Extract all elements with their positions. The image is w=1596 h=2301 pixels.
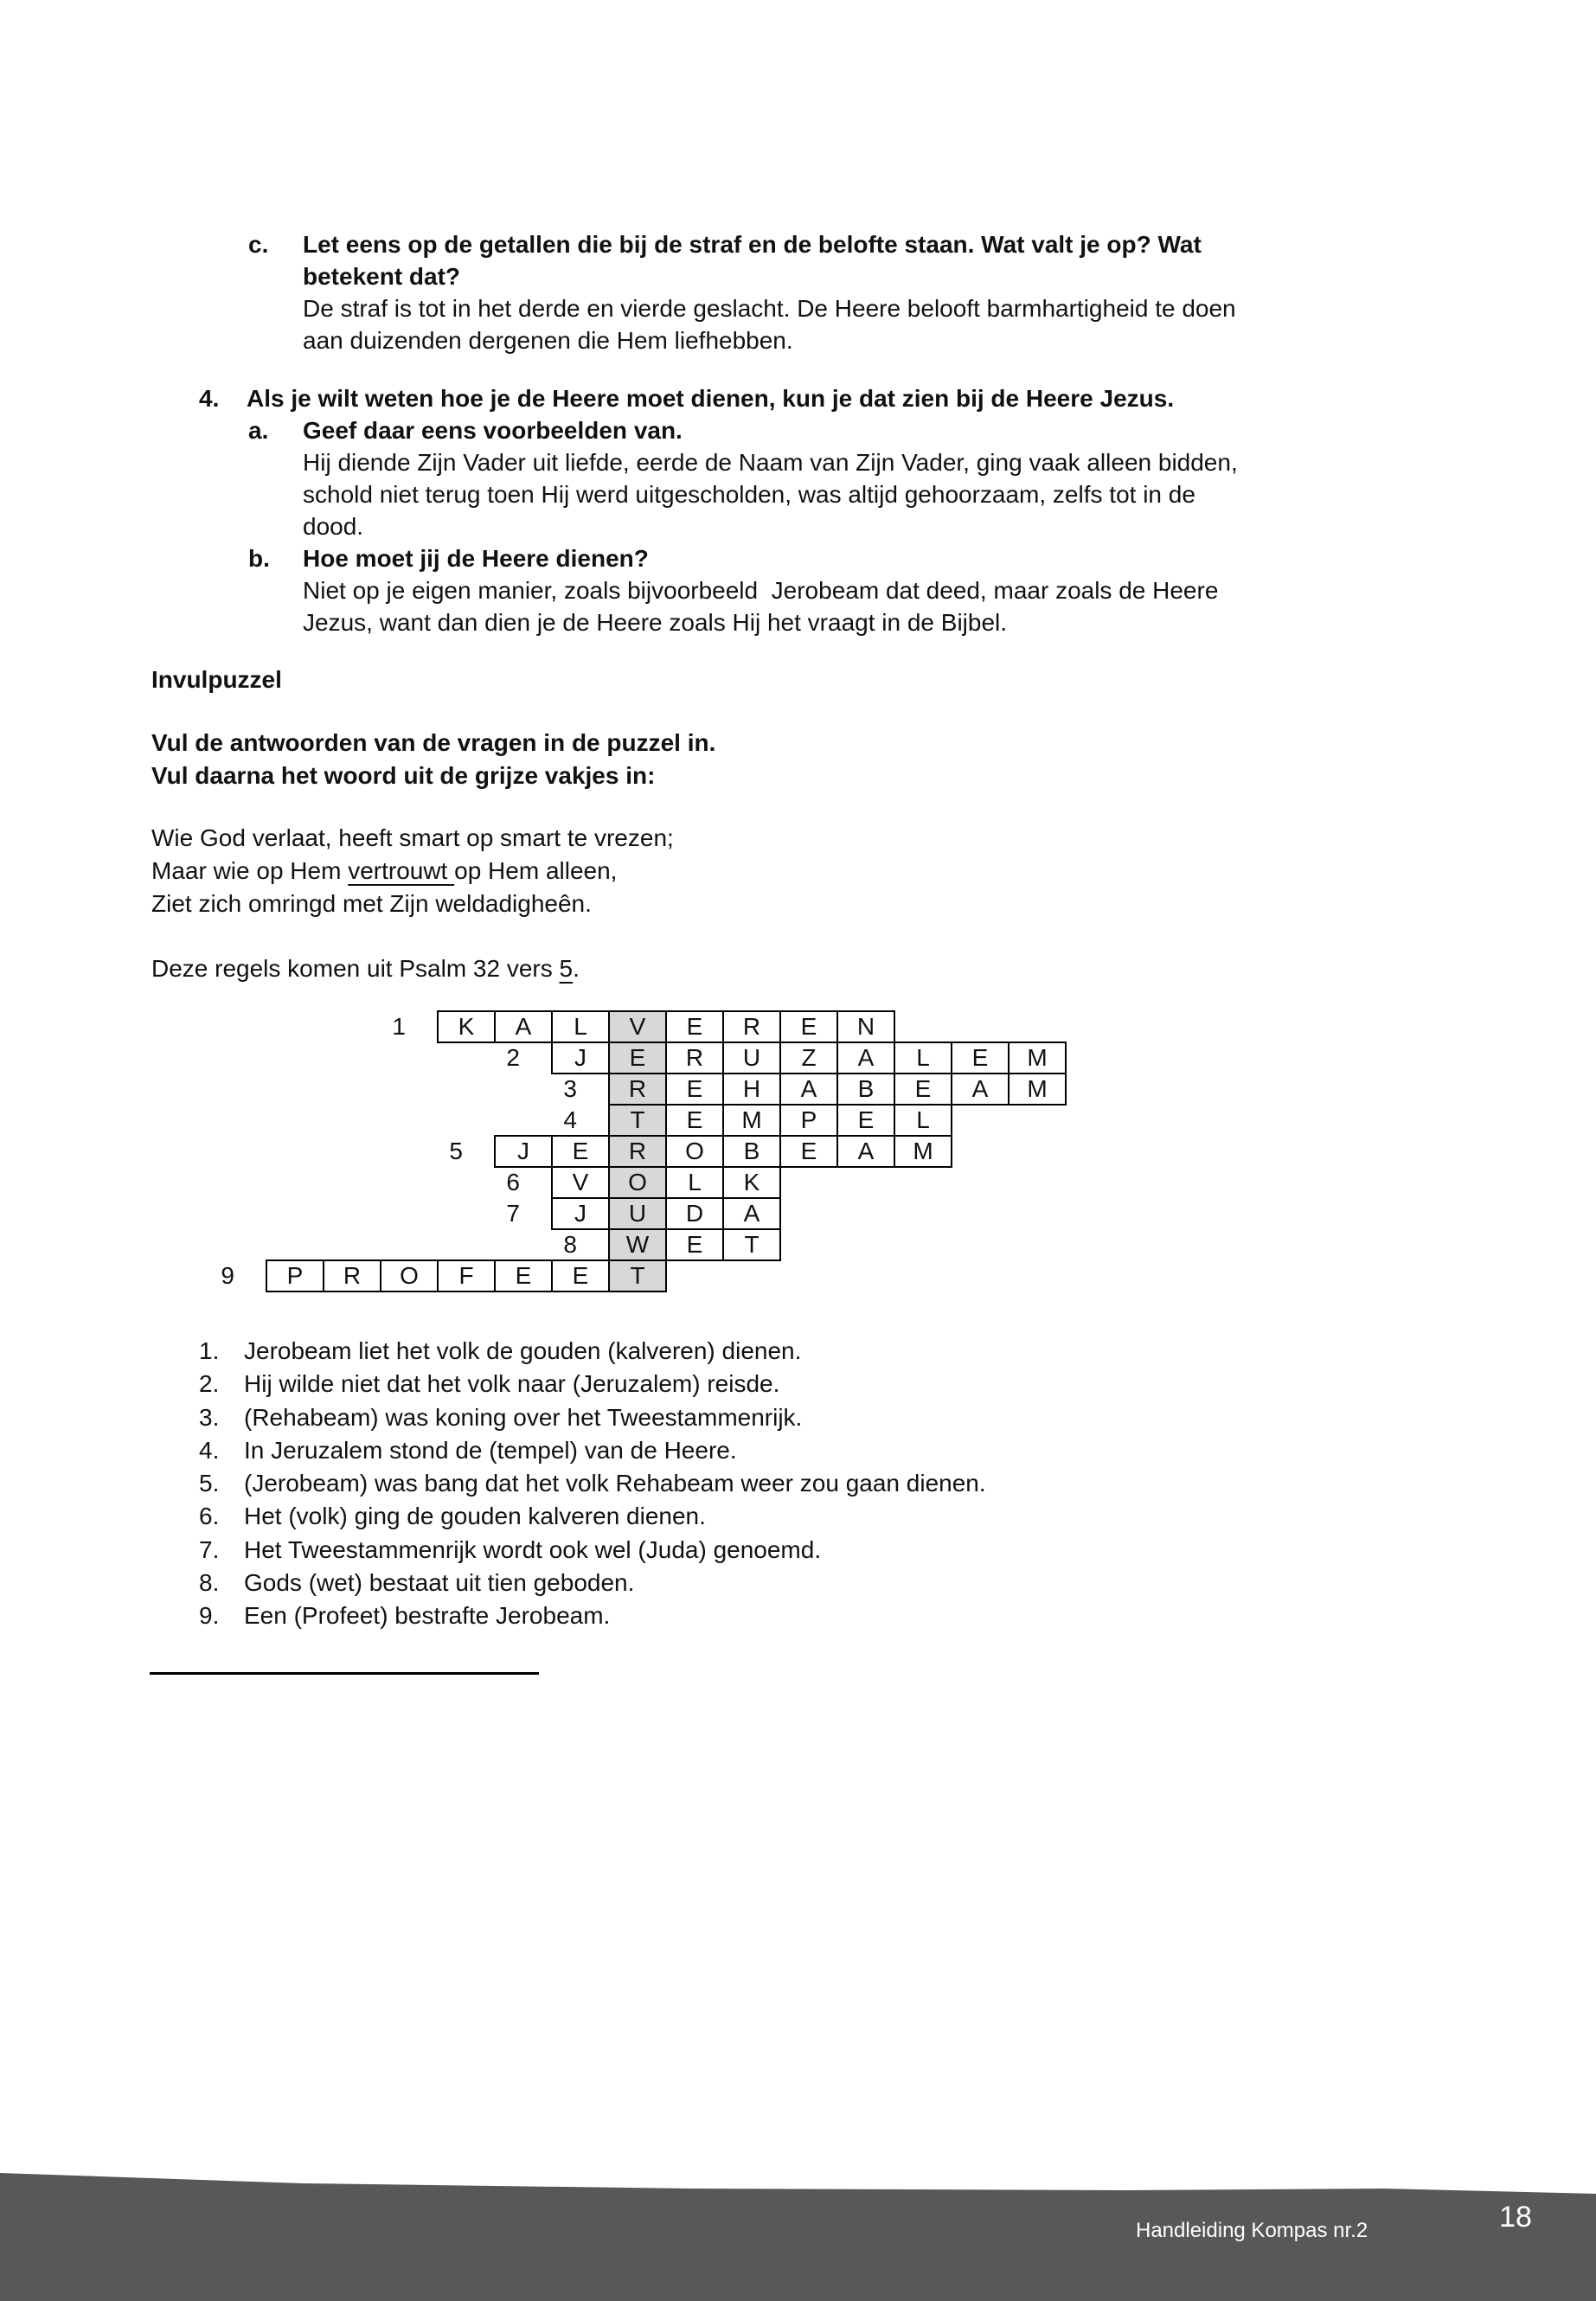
clue-item [0,1368,1596,1400]
grid-cell-highlight: E [608,1042,667,1074]
grid-cell-highlight: R [608,1073,667,1106]
grid-cell: R [665,1042,724,1074]
grid-cell: E [665,1228,724,1261]
question-line [0,260,1596,292]
instruction-line: Vul de antwoorden van de vragen in de puzzel in. [151,729,716,756]
grid-cell-highlight: O [608,1166,667,1199]
grid-cell: E [951,1042,1010,1074]
verse-line-segment: Ziet zich omringd met Zijn weldadigheên. [151,890,592,917]
grid-cell: A [951,1073,1010,1106]
grid-cell: U [722,1042,781,1074]
footer-title: Handleiding Kompas nr.2 [1136,2219,1368,2242]
question-text: betekent dat? [303,263,461,290]
grid-cell: A [779,1073,838,1106]
grid-cell: A [722,1197,781,1230]
grid-cell: P [779,1104,838,1137]
clues-list [0,1335,1596,1633]
grid-cell: F [437,1259,496,1292]
clue-number: 7. [199,1535,220,1563]
question-text: Hij diende Zijn Vader uit liefde, eerde de Naam van Zijn Vader, ging vaak alleen bidden, [303,449,1238,476]
clue-text: In Jeruzalem stond de (tempel) van de Heere. [244,1436,737,1464]
question-label: b. [248,545,270,572]
clue-item [0,1567,1596,1599]
question-item-b [0,542,1596,638]
question-item-c [0,228,1596,356]
grid-cell: V [551,1166,610,1199]
grid-cell: M [894,1135,952,1168]
grid-cell: R [323,1259,381,1292]
grid-cell: J [551,1042,610,1074]
question-item-4 [0,382,1596,414]
clue-number: 8. [199,1569,220,1597]
grid-row-number: 8 [563,1231,577,1258]
grid-cell: T [722,1228,781,1261]
clue-text: Het Tweestammenrijk wordt ook wel (Juda) genoemd. [244,1535,822,1563]
clue-text: Een (Profeet) bestrafte Jerobeam. [244,1602,611,1630]
clue-item [0,1335,1596,1368]
grid-cell: A [494,1010,553,1043]
grid-cell: E [551,1135,610,1168]
clue-number: 5. [199,1470,220,1497]
question-line [0,606,1596,638]
source-line-segment: . [573,955,580,982]
grid-cell: P [266,1259,324,1292]
question-line [0,446,1596,478]
question-line [0,510,1596,542]
grid-row-number: 9 [221,1262,234,1289]
grid-cell: J [551,1197,610,1230]
answer-line [150,1672,539,1675]
grid-cell: B [836,1073,895,1106]
clue-number: 4. [199,1436,220,1464]
clue-text: Jerobeam liet het volk de gouden (kalveren) dienen. [244,1337,802,1364]
grid-cell: E [665,1010,724,1043]
grid-row-number: 2 [506,1044,520,1071]
grid-cell: J [494,1135,553,1168]
grid-row-number: 1 [392,1013,406,1040]
question-line [0,228,1596,260]
clue-number: 9. [199,1602,220,1630]
grid-cell: N [836,1010,895,1043]
question-line [0,324,1596,356]
grid-cell: K [722,1166,781,1199]
clue-item [0,1467,1596,1500]
grid-cell-highlight: R [608,1135,667,1168]
clue-text: (Rehabeam) was koning over het Tweestammenrijk. [244,1403,803,1431]
grid-cell: H [722,1073,781,1106]
grid-cell: L [894,1042,952,1074]
source-line [0,952,1596,985]
grid-cell: A [836,1135,895,1168]
question-label: a. [248,417,269,444]
grid-cell: E [665,1104,724,1137]
grid-cell: L [894,1104,952,1137]
question-line [0,574,1596,606]
question-line [0,292,1596,324]
grid-cell: M [1008,1073,1067,1106]
question-text: Geef daar eens voorbeelden van. [303,417,683,444]
verse-line-segment: Wie God verlaat, heeft smart op smart te vrezen; [151,824,674,851]
grid-cell: Z [779,1042,838,1074]
grid-cell: E [779,1010,838,1043]
question-text: dood. [303,513,364,540]
question-text: De straf is tot in het derde en vierde geslacht. De Heere belooft barmhartigheid te doen [303,295,1236,322]
footer-band [0,2170,1596,2301]
clue-text: Gods (wet) bestaat uit tien geboden. [244,1569,635,1597]
grid-cell-highlight: U [608,1197,667,1230]
grid-row-number: 3 [563,1075,577,1102]
grid-cell: O [380,1259,439,1292]
grid-cell: K [437,1010,496,1043]
source-line-segment: Deze regels komen uit Psalm 32 vers [151,955,560,982]
question-text: Als je wilt weten hoe je de Heere moet dienen, kun je dat zien bij de Heere Jezus. [247,385,1175,412]
clue-number: 2. [199,1370,220,1398]
verse-line [0,855,1596,888]
question-line [0,414,1596,446]
grid-cell: R [722,1010,781,1043]
clue-text: (Jerobeam) was bang dat het volk Rehabeam weer zou gaan dienen. [244,1470,986,1497]
clue-item [0,1500,1596,1533]
grid-cell: L [665,1166,724,1199]
question-item-a [0,414,1596,542]
grid-cell: O [665,1135,724,1168]
grid-cell-highlight: T [608,1104,667,1137]
puzzle-heading: Invulpuzzel [151,666,282,693]
question-line [0,478,1596,510]
question-text: aan duizenden dergenen die Hem liefhebben. [303,327,793,354]
clue-item [0,1534,1596,1567]
clue-text: Hij wilde niet dat het volk naar (Jeruzalem) reisde. [244,1370,780,1398]
grid-row-number: 6 [506,1169,520,1195]
clue-number: 3. [199,1403,220,1431]
question-label: c. [248,231,269,258]
psalm-source-line [0,952,1596,985]
question-text: Let eens op de getallen die bij de straf en de belofte staan. Wat valt je op? Wat [303,231,1202,258]
question-line [0,382,1596,414]
grid-cell: E [551,1259,610,1292]
grid-cell: L [551,1010,610,1043]
clue-text: Het (volk) ging de gouden kalveren dienen. [244,1503,706,1530]
instruction-line: Vul daarna het woord uit de grijze vakjes in: [151,762,656,789]
grid-row-number: 7 [506,1200,520,1227]
verse-line-segment: vertrouwt [348,857,455,884]
grid-cell: M [722,1104,781,1137]
grid-cell: E [894,1073,952,1106]
grid-cell: E [494,1259,553,1292]
grid-cell: E [779,1135,838,1168]
source-line-segment: 5 [559,955,574,982]
question-label: 4. [199,385,220,412]
verse-line-segment: Maar wie op Hem [151,857,349,884]
question-text: Jezus, want dan dien je de Heere zoals Hij het vraagt in de Bijbel. [303,609,1008,636]
puzzle-instructions [0,727,1596,792]
grid-cell: B [722,1135,781,1168]
question-text: Hoe moet jij de Heere dienen? [303,545,649,572]
question-text: schold niet terug toen Hij werd uitgescholden, was altijd gehoorzaam, zelfs tot in de [303,481,1195,508]
psalm-verse [0,822,1596,920]
grid-cell: E [836,1104,895,1137]
verse-line [0,822,1596,855]
verse-line-segment: op Hem alleen, [454,857,618,884]
grid-cell-highlight: W [608,1228,667,1261]
question-line [0,542,1596,574]
footer-page-number: 18 [1499,2201,1532,2234]
grid-cell-highlight: T [608,1259,667,1292]
clue-item [0,1434,1596,1467]
grid-cell: D [665,1197,724,1230]
clue-item [0,1599,1596,1632]
grid-cell-highlight: V [608,1010,667,1043]
grid-row-number: 4 [563,1106,577,1133]
grid-row-number: 5 [449,1138,463,1164]
clue-number: 6. [199,1503,220,1530]
clue-item [0,1401,1596,1434]
verse-line [0,888,1596,920]
grid-cell: E [665,1073,724,1106]
grid-cell: M [1008,1042,1067,1074]
grid-cell: A [836,1042,895,1074]
clue-number: 1. [199,1337,220,1364]
question-text: Niet op je eigen manier, zoals bijvoorbeeld Jerobeam dat deed, maar zoals de Heere [303,577,1219,604]
